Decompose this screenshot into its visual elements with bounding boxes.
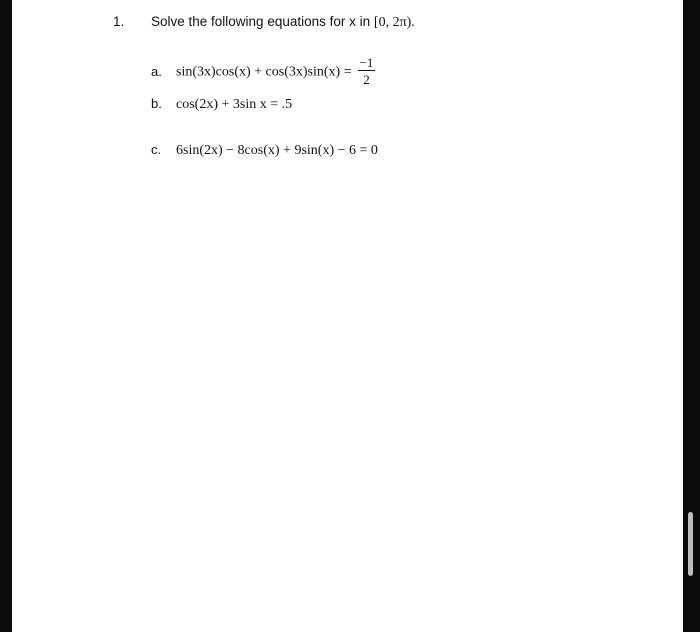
part-a-letter: a. [151,63,162,79]
fraction-denominator: 2 [363,72,370,87]
scrollbar-thumb[interactable] [688,512,693,576]
question-prompt [151,14,415,31]
part-a [151,57,375,87]
part-a-fraction [358,56,376,86]
fraction-numerator: −1 [359,55,374,70]
part-c-equation: 6sin(2x) − 8cos(x) + 9sin(x) − 6 = 0 [176,143,378,158]
question-number: 1. [113,14,125,29]
part-b-equation: cos(2x) + 3sin x = .5 [176,97,293,112]
part-a-equation: sin(3x)cos(x) + cos(3x)sin(x) = [176,64,352,80]
part-c-letter: c. [151,142,162,157]
part-b-letter: b. [151,96,162,111]
part-c [151,141,378,159]
prompt-text: Solve the following equations for x in [151,14,371,29]
interval: [0, 2π). [373,15,415,30]
document-page [12,0,683,632]
part-b [151,95,292,113]
